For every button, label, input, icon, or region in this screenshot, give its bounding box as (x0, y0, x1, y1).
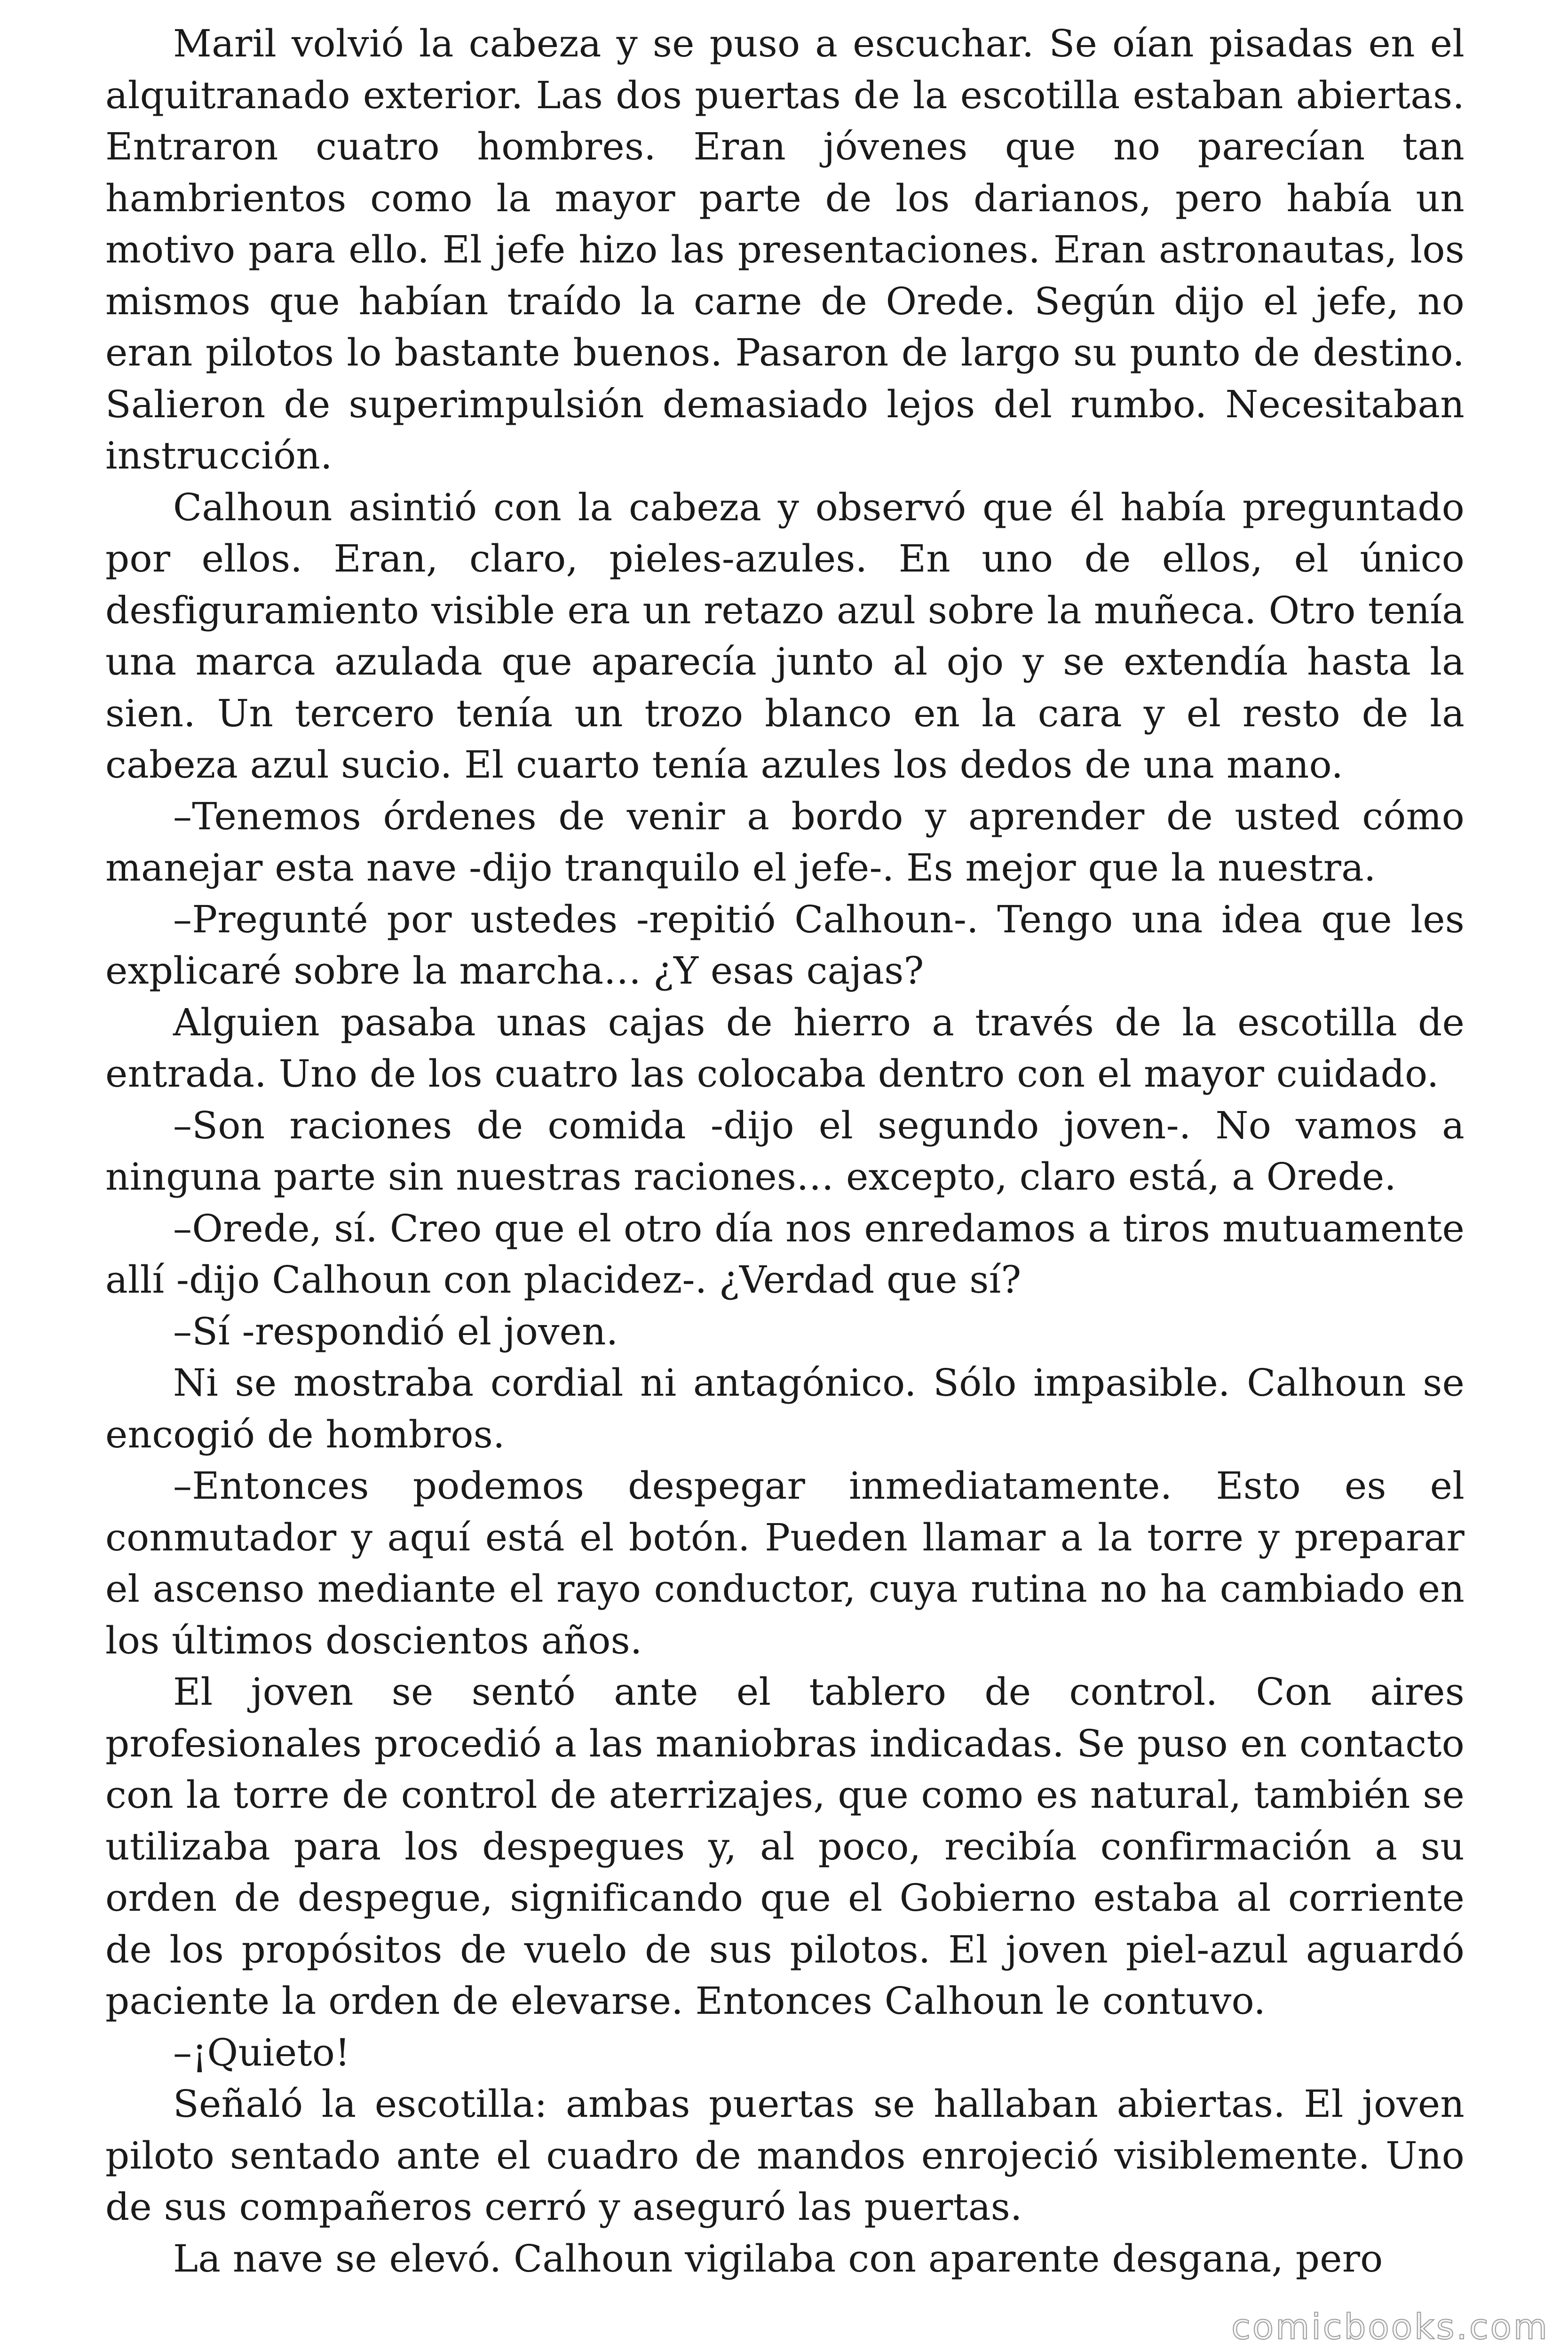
paragraph: Alguien pasaba unas cajas de hierro a través de la escotilla de entrada. Uno de los cuatro las colocaba dentro con el mayor cuidado. (105, 1000, 1465, 1096)
paragraph: –Orede, sí. Creo que el otro día nos enredamos a tiros mutuamente allí -dijo Calhoun con placidez-. ¿Verdad que sí? (105, 1206, 1465, 1302)
paragraph: Ni se mostraba cordial ni antagónico. Sólo impasible. Calhoun se encogió de hombros. (105, 1361, 1465, 1456)
paragraph: La nave se elevó. Calhoun vigilaba con aparente desgana, pero (173, 2236, 1383, 2280)
paragraph: Calhoun asintió con la cabeza y observó que él había preguntado por ellos. Eran, claro, pieles-azules. En uno de ellos, el único desfiguramiento visible era un retazo azul sobre la muñeca. Otro tenía una marca azulada que aparecía junto al ojo y se extendía hasta la sien. Un tercero tenía un trozo blanco en la cara y el resto de la cabeza azul sucio. El cuarto tenía azules los dedos de una mano. (105, 485, 1465, 787)
paragraph: –Pregunté por ustedes -repitió Calhoun-. Tengo una idea que les explicaré sobre la marcha… ¿Y esas cajas? (105, 897, 1465, 993)
paragraph: –Son raciones de comida -dijo el segundo joven-. No vamos a ninguna parte sin nuestras raciones… excepto, claro está, a Orede. (105, 1103, 1465, 1199)
paragraph: El joven se sentó ante el tablero de control. Con aires profesionales procedió a las maniobras indicadas. Se puso en contacto con la torre de control de aterrizajes, que como es natural, también se utilizaba para los despegues y, al poco, recibía confirmación a su orden de despegue, significando que el Gobierno estaba al corriente de los propósitos de vuelo de sus pilotos. El joven piel-azul aguardó paciente la orden de elevarse. Entonces Calhoun le contuvo. (105, 1670, 1465, 2023)
paragraph: –Entonces podemos despegar inmediatamente. Esto es el conmutador y aquí está el botón. Pueden llamar a la torre y preparar el ascenso mediante el rayo conductor, cuya rutina no ha cambiado en los últimos doscientos años. (105, 1464, 1465, 1662)
paragraph: –Tenemos órdenes de venir a bordo y aprender de usted cómo manejar esta nave -dijo tranquilo el jefe-. Es mejor que la nuestra. (105, 794, 1465, 890)
watermark: comicbooks.com (1231, 2307, 1549, 2347)
paragraph: Maril volvió la cabeza y se puso a escuchar. Se oían pisadas en el alquitranado exterior. Las dos puertas de la escotilla estaban abiertas. Entraron cuatro hombres. Eran jóvenes que no parecían tan hambrientos como la mayor parte de los darianos, pero había un motivo para ello. El jefe hizo las presentaciones. Eran astronautas, los mismos que habían traído la carne de Orede. Según dijo el jefe, no eran pilotos lo bastante buenos. Pasaron de largo su punto de destino. Salieron de superimpulsión demasiado lejos del rumbo. Necesitaban instrucción. (105, 22, 1465, 477)
page-body-text (105, 18, 1465, 2284)
paragraph: Señaló la escotilla: ambas puertas se hallaban abiertas. El joven piloto sentado ante el cuadro de mandos enrojeció visiblemente. Uno de sus compañeros cerró y aseguró las puertas. (105, 2082, 1465, 2229)
paragraph: –Sí -respondió el joven. (173, 1309, 618, 1353)
paragraph: –¡Quieto! (173, 2030, 350, 2074)
